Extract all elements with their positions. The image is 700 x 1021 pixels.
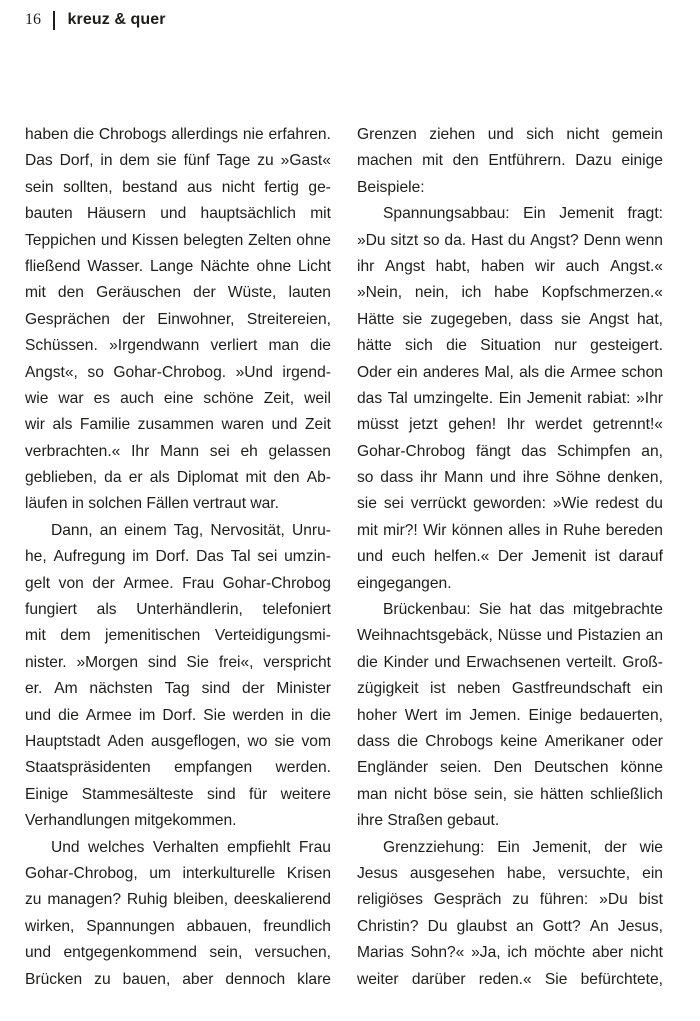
- text-line: weiter darüber reden.« Sie befürchtete,: [357, 970, 663, 988]
- text-line: Staatspräsidenten empfangen werden.: [25, 759, 331, 777]
- text-line: wie war es auch eine schöne Zeit, weil: [25, 389, 331, 407]
- text-line: Teppichen und Kissen belegten Zelten ohne: [25, 231, 331, 249]
- text-line: Schüssen. »Irgendwann verliert man die: [25, 337, 331, 355]
- text-line: haben die Chrobogs allerdings nie erfahren.: [25, 126, 331, 143]
- text-line: zügigkeit ist neben Gastfreundschaft ein: [357, 680, 663, 698]
- text-line: he, Aufregung im Dorf. Das Tal sei umzin-: [25, 548, 331, 566]
- text-line: Das Dorf, in dem sie fünf Tage zu »Gast«: [25, 152, 331, 170]
- text-line: so dass ihr Mann und ihre Söhne denken,: [357, 469, 663, 487]
- text-line: Grenzen ziehen und sich nicht gemein: [357, 126, 663, 143]
- text-line: fungiert als Unterhändlerin, telefoniert: [25, 601, 331, 619]
- text-line: Verhandlungen mitgekommen.: [25, 812, 237, 830]
- text-line: Hauptstadt Aden ausgeflogen, wo sie vom: [25, 732, 331, 750]
- text-line: Christin? Du glaubst an Gott? An Jesus,: [357, 917, 663, 935]
- text-line: Gohar-Chrobog fängt das Schimpfen an,: [357, 442, 663, 460]
- text-line: Und welches Verhalten empfiehlt Frau: [51, 838, 331, 856]
- text-line: Brückenbau: Sie hat das mitgebrachte: [383, 601, 663, 619]
- section-title: kreuz & quer: [67, 11, 166, 28]
- text-line: eingegangen.: [357, 574, 452, 592]
- text-line: gelt von der Armee. Frau Gohar-Chrobog: [25, 574, 331, 592]
- text-line: wirken, Spannungen abbauen, freundlich: [25, 917, 331, 935]
- left-text-column: [25, 122, 331, 993]
- text-line: sein sollten, bestand aus nicht fertig ge-: [25, 178, 331, 196]
- text-line: Hätte sie zugegeben, dass sie Angst hat,: [357, 310, 663, 328]
- text-line: und entgegenkommend sein, versuchen,: [25, 944, 331, 962]
- text-line: Engländer seien. Den Deutschen könne: [357, 759, 663, 777]
- text-line: Brücken zu bauen, aber dennoch klare: [25, 970, 331, 988]
- text-line: nister. »Morgen sind Sie frei«, verspricht: [25, 653, 331, 671]
- text-line: Jesus ausgesehen habe, versuchte, ein: [357, 864, 663, 882]
- text-line: er. Am nächsten Tag sind der Minister: [25, 680, 331, 698]
- text-line: sie sei verrückt geworden: »Wie redest du: [357, 495, 663, 513]
- text-line: und euch helfen.« Der Jemenit ist darauf: [357, 548, 663, 566]
- text-line: wir als Familie zusammen waren und Zeit: [25, 416, 331, 434]
- text-line: hoher Wert im Jemen. Einige bedauerten,: [357, 706, 663, 724]
- header-divider: [53, 11, 55, 30]
- text-line: und die Armee im Dorf. Sie werden in die: [25, 706, 331, 724]
- text-line: Marias Sohn?« »Ja, ich möchte aber nicht: [357, 944, 663, 962]
- text-line: Angst«, so Gohar-Chrobog. »Und irgend-: [25, 363, 331, 381]
- text-line: mit mir?! Wir können alles in Ruhe bereden: [357, 521, 663, 539]
- text-line: das Tal umzingelte. Ein Jemenit rabiat: »Ihr: [357, 389, 663, 407]
- right-text-column: [357, 122, 663, 993]
- text-line: »Du sitzt so da. Hast du Angst? Denn wenn: [357, 231, 663, 249]
- text-line: verbrachten.« Ihr Mann sei eh gelassen: [25, 442, 331, 460]
- text-line: ihr Angst habt, haben wir auch Angst.«: [357, 257, 663, 275]
- text-line: müsst jetzt gehen! Ihr werdet getrennt!«: [357, 416, 663, 434]
- text-line: Grenzziehung: Ein Jemenit, der wie: [383, 838, 663, 856]
- text-line: fließend Wasser. Lange Nächte ohne Licht: [25, 257, 331, 275]
- text-line: hätte sich die Situation nur gesteigert.: [357, 337, 663, 355]
- text-line: machen mit den Entführern. Dazu einige: [357, 152, 663, 170]
- text-line: »Nein, nein, ich habe Kopfschmerzen.«: [357, 284, 663, 302]
- text-line: dass die Chrobogs keine Amerikaner oder: [357, 732, 663, 750]
- text-line: die Kinder und Erwachsenen verteilt. Groß-: [357, 653, 663, 671]
- text-line: geblieben, da er als Diplomat mit den Ab-: [25, 469, 331, 487]
- text-line: Weihnachtsgebäck, Nüsse und Pistazien an: [357, 627, 663, 645]
- text-line: ihre Straßen gebaut.: [357, 812, 500, 830]
- text-line: zu managen? Ruhig bleiben, deeskalierend: [25, 891, 331, 909]
- text-line: bauten Häusern und hauptsächlich mit: [25, 205, 331, 223]
- text-line: Oder ein anderes Mal, als die Armee schon: [357, 363, 663, 381]
- text-line: religiöses Gespräch zu führen: »Du bist: [357, 891, 663, 909]
- text-line: Gohar-Chrobog, um interkulturelle Krisen: [25, 864, 331, 882]
- text-line: läufen in solchen Fällen vertraut war.: [25, 495, 279, 513]
- text-line: Einige Stammesälteste sind für weitere: [25, 785, 331, 803]
- text-line: Spannungsabbau: Ein Jemenit fragt:: [383, 205, 663, 223]
- page-number: 16: [25, 11, 41, 28]
- text-line: Dann, an einem Tag, Nervosität, Unru-: [51, 521, 331, 539]
- text-line: Gesprächen der Einwohner, Streitereien,: [25, 310, 331, 328]
- text-line: man nicht böse sein, sie hätten schließlich: [357, 785, 663, 803]
- text-line: mit den Geräuschen der Wüste, lauten: [25, 284, 331, 302]
- text-line: Beispiele:: [357, 178, 425, 196]
- text-line: mit dem jemenitischen Verteidigungsmi-: [25, 627, 331, 645]
- running-header: [25, 8, 166, 32]
